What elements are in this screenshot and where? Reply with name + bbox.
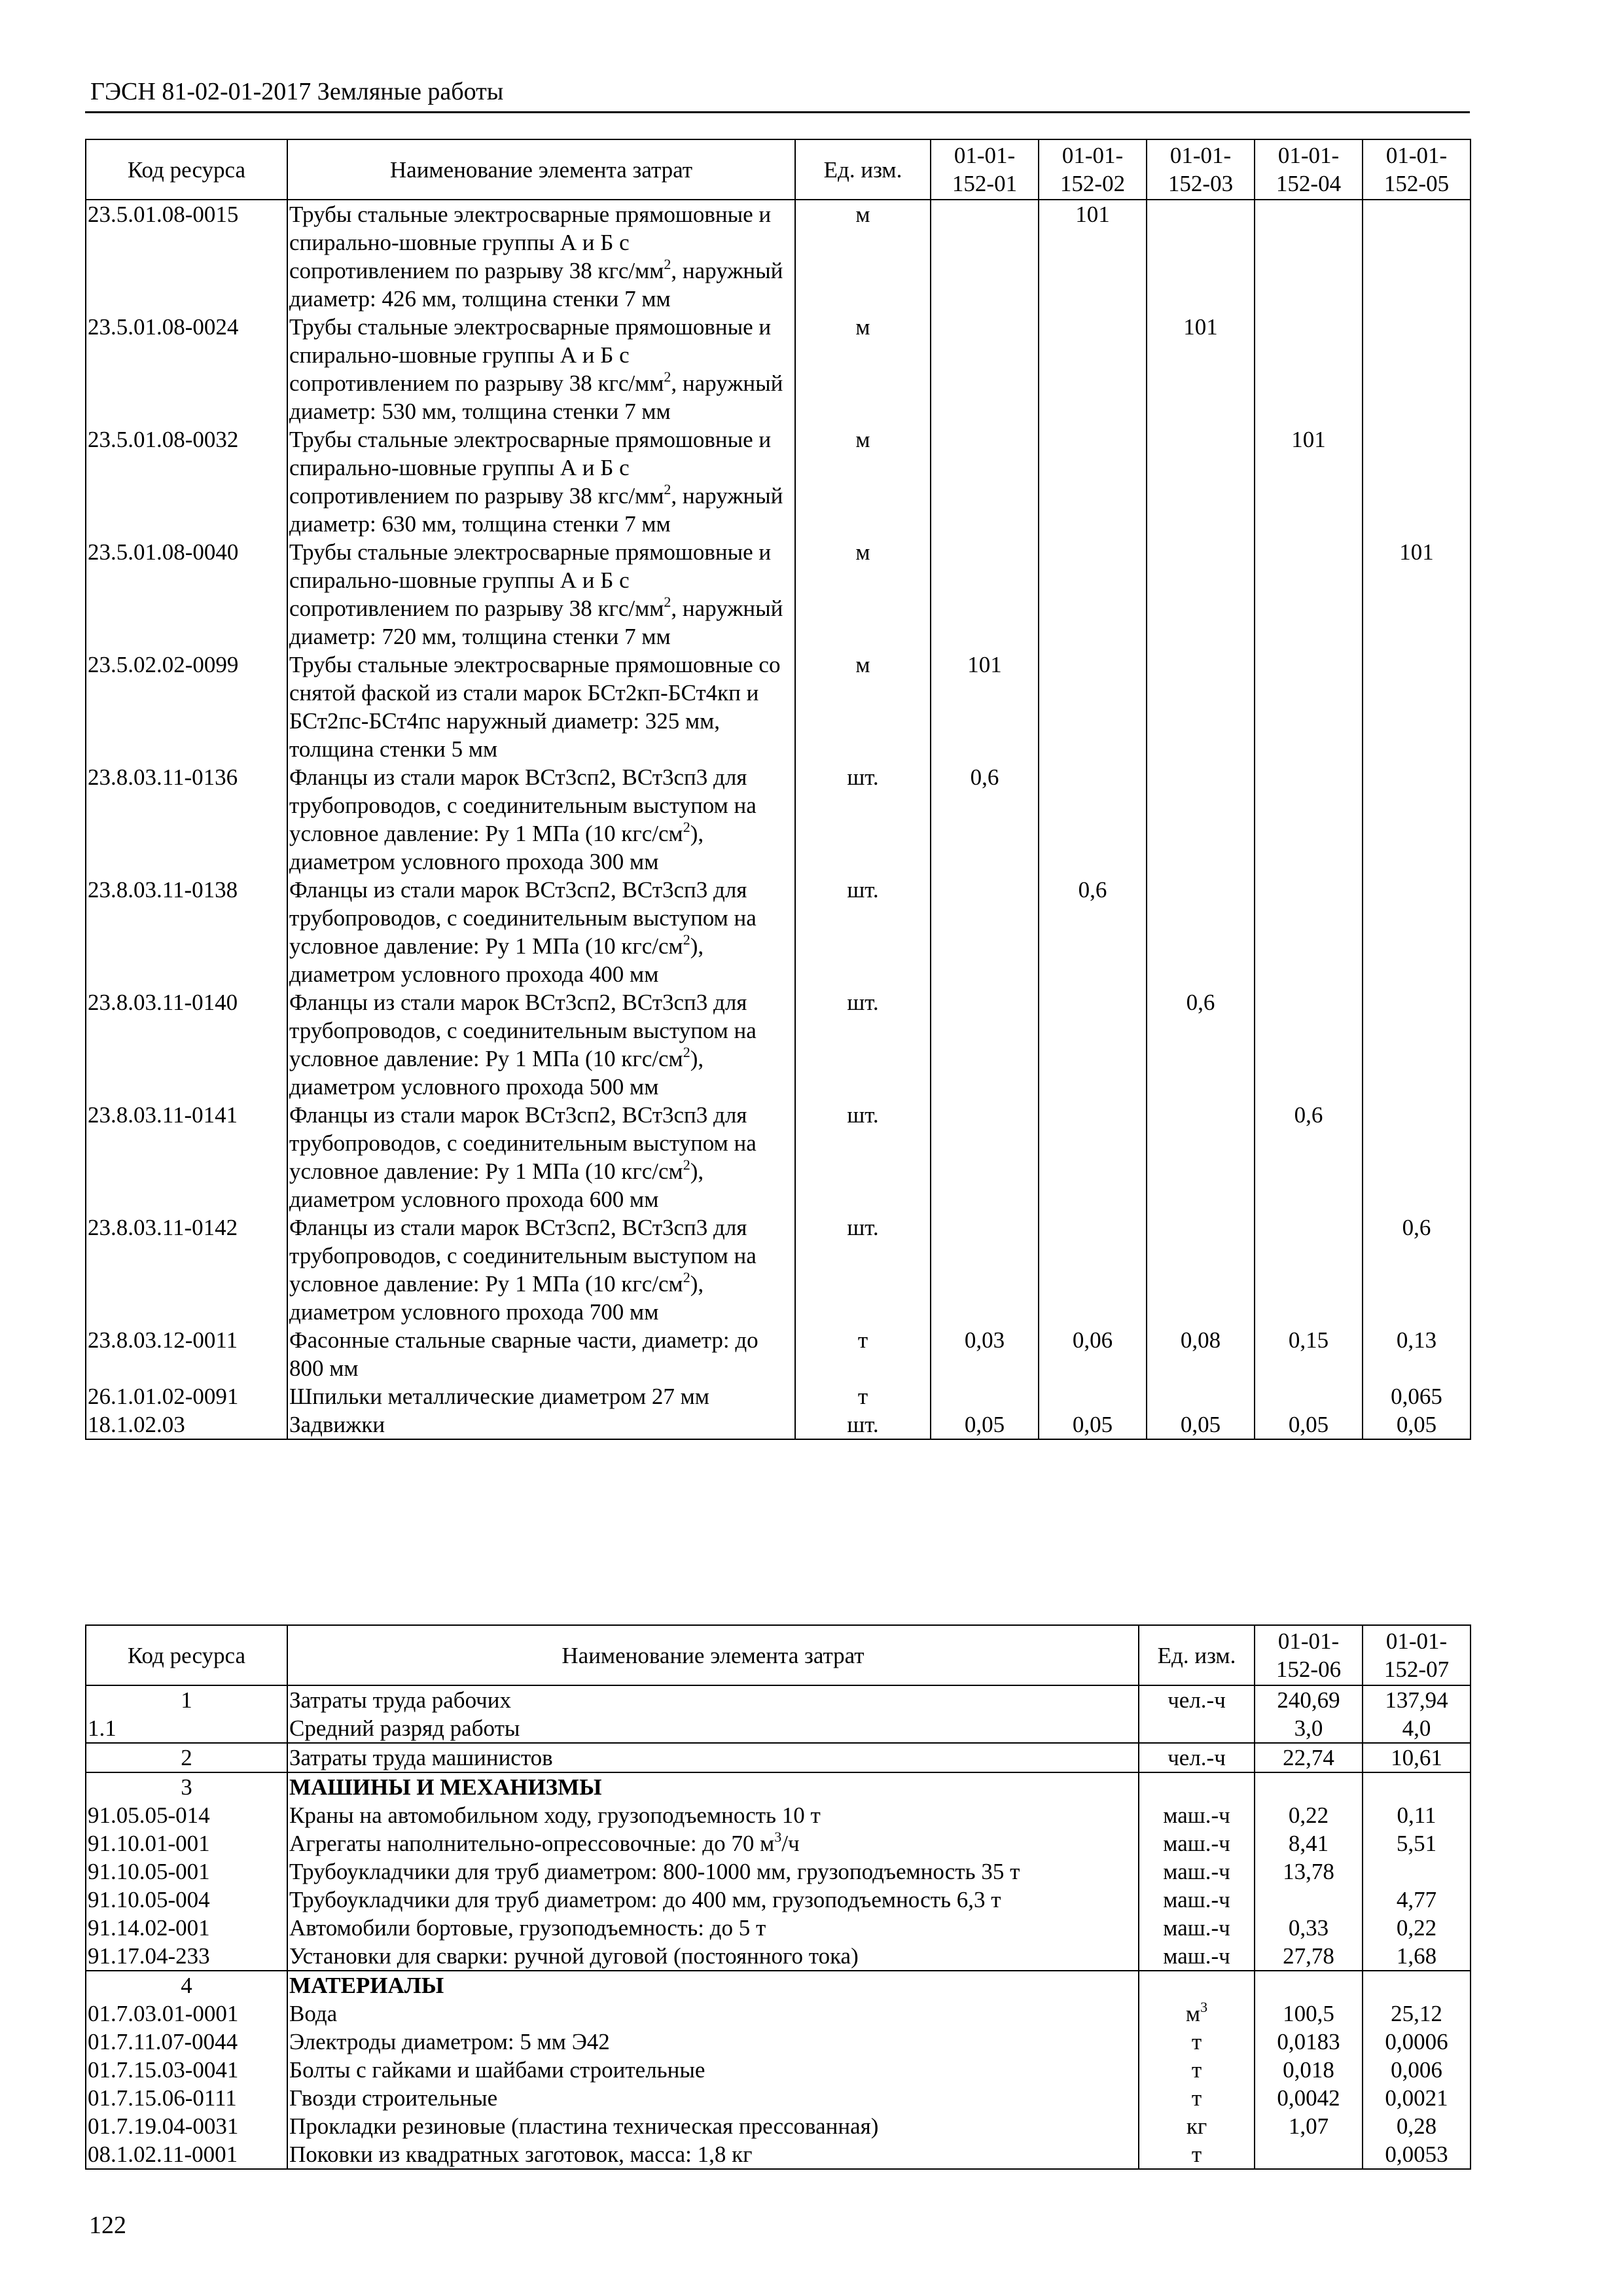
resource-value: 4,0 xyxy=(1363,1714,1471,1743)
resource-unit: т xyxy=(1139,2028,1255,2056)
resource-code: 4 xyxy=(86,1971,287,2000)
section-row xyxy=(86,1971,1471,2000)
resource-unit: т xyxy=(795,1382,931,1410)
resource-value: 100,5 xyxy=(1255,2000,1363,2028)
resource-value xyxy=(1255,200,1363,313)
resource-name: МАТЕРИАЛЫ xyxy=(287,1971,1139,2000)
table-row xyxy=(86,1410,1471,1439)
resource-value: 0,0183 xyxy=(1255,2028,1363,2056)
resource-value xyxy=(931,1101,1039,1213)
resource-unit: чел.-ч xyxy=(1139,1743,1255,1772)
resource-unit xyxy=(1139,1971,1255,2000)
table-row xyxy=(86,1886,1471,1914)
resource-code: 23.8.03.11-0138 xyxy=(86,876,287,988)
resource-value xyxy=(1039,538,1147,651)
resource-code: 91.10.05-004 xyxy=(86,1886,287,1914)
column-header: 01-01-152-02 xyxy=(1039,139,1147,200)
resource-unit: т xyxy=(1139,2140,1255,2169)
resource-value: 0,33 xyxy=(1255,1914,1363,1942)
resource-value: 27,78 xyxy=(1255,1942,1363,1971)
column-header: 01-01-152-06 xyxy=(1255,1625,1363,1685)
resource-code: 23.8.03.11-0136 xyxy=(86,763,287,876)
resource-unit: кг xyxy=(1139,2112,1255,2140)
resource-value: 101 xyxy=(1363,538,1471,651)
resource-unit: м xyxy=(795,313,931,425)
table-row xyxy=(86,988,1471,1101)
column-header: Ед. изм. xyxy=(1139,1625,1255,1685)
resource-value xyxy=(931,538,1039,651)
resource-value xyxy=(931,200,1039,313)
resource-value xyxy=(1039,1101,1147,1213)
resource-value xyxy=(1363,200,1471,313)
table-row xyxy=(86,1914,1471,1942)
resource-unit: маш.-ч xyxy=(1139,1886,1255,1914)
resource-code: 23.8.03.12-0011 xyxy=(86,1326,287,1382)
column-header: 01-01-152-04 xyxy=(1255,139,1363,200)
resource-name: Трубы стальные электросварные прямошовные и спирально-шовные группы А и Б с сопротивлением по разрыву 38 кгс/$мм^2$, наружный диаметр: 426 мм, толщина стенки 7 мм xyxy=(287,200,795,313)
resource-value: 0,15 xyxy=(1255,1326,1363,1382)
resource-value: 22,74 xyxy=(1255,1743,1363,1772)
resource-unit: маш.-ч xyxy=(1139,1857,1255,1886)
resource-value xyxy=(1255,651,1363,763)
resource-value: 0,13 xyxy=(1363,1326,1471,1382)
resource-unit: м xyxy=(795,425,931,538)
resource-code: 23.5.01.08-0024 xyxy=(86,313,287,425)
table-row xyxy=(86,1942,1471,1971)
resource-value: 0,08 xyxy=(1147,1326,1255,1382)
resource-value xyxy=(1039,1382,1147,1410)
resource-value xyxy=(931,1382,1039,1410)
resource-value xyxy=(931,425,1039,538)
resource-code: 23.5.01.08-0040 xyxy=(86,538,287,651)
resource-code: 91.10.05-001 xyxy=(86,1857,287,1886)
resource-value: 137,94 xyxy=(1363,1685,1471,1714)
table-row xyxy=(86,200,1471,313)
resource-value xyxy=(1363,313,1471,425)
resource-value xyxy=(1255,1772,1363,1801)
resource-name: Вода xyxy=(287,2000,1139,2028)
resource-unit: шт. xyxy=(795,763,931,876)
resource-value: 0,22 xyxy=(1363,1914,1471,1942)
resource-name: Трубы стальные электросварные прямошовные и спирально-шовные группы А и Б с сопротивлением по разрыву 38 кгс/$мм^2$, наружный диаметр: 630 мм, толщина стенки 7 мм xyxy=(287,425,795,538)
resource-name: Гвозди строительные xyxy=(287,2084,1139,2112)
resource-name: Трубоукладчики для труб диаметром: до 400 мм, грузоподъемность 6,3 т xyxy=(287,1886,1139,1914)
resource-value: 3,0 xyxy=(1255,1714,1363,1743)
resource-value xyxy=(931,988,1039,1101)
resource-value xyxy=(1039,1213,1147,1326)
resource-value: 0,006 xyxy=(1363,2056,1471,2084)
resource-value xyxy=(1147,1101,1255,1213)
resource-value: 101 xyxy=(1255,425,1363,538)
resource-value xyxy=(1039,425,1147,538)
resource-code: 23.5.01.08-0015 xyxy=(86,200,287,313)
resource-code: 1.1 xyxy=(86,1714,287,1743)
resource-unit: маш.-ч xyxy=(1139,1914,1255,1942)
resource-value xyxy=(1363,425,1471,538)
resource-name: Автомобили бортовые, грузоподъемность: до 5 т xyxy=(287,1914,1139,1942)
resource-value: 10,61 xyxy=(1363,1743,1471,1772)
resource-code: 18.1.02.03 xyxy=(86,1410,287,1439)
resource-unit: шт. xyxy=(795,1213,931,1326)
resource-unit: шт. xyxy=(795,1101,931,1213)
resource-code: 91.14.02-001 xyxy=(86,1914,287,1942)
resource-value: 0,6 xyxy=(1039,876,1147,988)
table-row xyxy=(86,425,1471,538)
resource-code: 26.1.01.02-0091 xyxy=(86,1382,287,1410)
table-row xyxy=(86,1326,1471,1382)
resource-value: 8,41 xyxy=(1255,1829,1363,1857)
resource-value xyxy=(1147,763,1255,876)
resource-name: Средний разряд работы xyxy=(287,1714,1139,1743)
resource-code: 23.8.03.11-0141 xyxy=(86,1101,287,1213)
resource-name: Затраты труда машинистов xyxy=(287,1743,1139,1772)
resource-name: Трубоукладчики для труб диаметром: 800-1000 мм, грузоподъемность 35 т xyxy=(287,1857,1139,1886)
resource-code: 23.8.03.11-0142 xyxy=(86,1213,287,1326)
resource-name: Поковки из квадратных заготовок, масса: 1,8 кг xyxy=(287,2140,1139,2169)
column-header: Наименование элемента затрат xyxy=(287,1625,1139,1685)
resource-value xyxy=(1255,2140,1363,2169)
resource-name: Фланцы из стали марок ВСт3сп2, ВСт3сп3 для трубопроводов, с соединительным выступом на условное давление: Ру 1 МПа (10 кгс/$см^2$), диаметром условного прохода 400 мм xyxy=(287,876,795,988)
table-row xyxy=(86,2140,1471,2169)
resource-name: Электроды диаметром: 5 мм Э42 xyxy=(287,2028,1139,2056)
resource-value xyxy=(1147,651,1255,763)
document-title: ГЭСН 81-02-01-2017 Земляные работы xyxy=(90,78,504,105)
resource-value: 1,68 xyxy=(1363,1942,1471,1971)
resource-value: 0,0021 xyxy=(1363,2084,1471,2112)
resource-name: Затраты труда рабочих xyxy=(287,1685,1139,1714)
table-row xyxy=(86,313,1471,425)
resource-value: 0,6 xyxy=(931,763,1039,876)
resource-unit: шт. xyxy=(795,1410,931,1439)
resource-code: 2 xyxy=(86,1743,287,1772)
resource-code: 91.10.01-001 xyxy=(86,1829,287,1857)
resource-value: 0,05 xyxy=(1363,1410,1471,1439)
page-number: 122 xyxy=(89,2212,126,2239)
resource-name: Агрегаты наполнительно-опрессовочные: до 70 $м^3/ч$ xyxy=(287,1829,1139,1857)
table-row xyxy=(86,1829,1471,1857)
resource-name: Трубы стальные электросварные прямошовные и спирально-шовные группы А и Б с сопротивлением по разрыву 38 кгс/$мм^2$, наружный диаметр: 530 мм, толщина стенки 7 мм xyxy=(287,313,795,425)
resource-unit: м xyxy=(795,200,931,313)
resource-name: Фланцы из стали марок ВСт3сп2, ВСт3сп3 для трубопроводов, с соединительным выступом на условное давление: Ру 1 МПа (10 кгс/$см^2$), диаметром условного прохода 500 мм xyxy=(287,988,795,1101)
table-row xyxy=(86,2056,1471,2084)
resource-name: Установки для сварки: ручной дуговой (постоянного тока) xyxy=(287,1942,1139,1971)
resource-name: Фланцы из стали марок ВСт3сп2, ВСт3сп3 для трубопроводов, с соединительным выступом на условное давление: Ру 1 МПа (10 кгс/$см^2$), диаметром условного прохода 300 мм xyxy=(287,763,795,876)
resources-table-2 xyxy=(85,1624,1471,2170)
resource-value: 0,0053 xyxy=(1363,2140,1471,2169)
resource-name: Задвижки xyxy=(287,1410,795,1439)
resource-value: 0,065 xyxy=(1363,1382,1471,1410)
page-header xyxy=(85,73,1470,113)
resource-value xyxy=(1147,425,1255,538)
resource-value xyxy=(1039,313,1147,425)
resource-value xyxy=(1255,988,1363,1101)
resource-value: 101 xyxy=(931,651,1039,763)
resource-code: 91.17.04-233 xyxy=(86,1942,287,1971)
table-row xyxy=(86,1101,1471,1213)
resource-value xyxy=(1255,538,1363,651)
resource-value xyxy=(931,313,1039,425)
resources-table-1 xyxy=(85,139,1471,1440)
resource-value xyxy=(1147,1213,1255,1326)
resource-name: Краны на автомобильном ходу, грузоподъемность 10 т xyxy=(287,1801,1139,1829)
resource-unit: маш.-ч xyxy=(1139,1829,1255,1857)
resource-value: 0,6 xyxy=(1255,1101,1363,1213)
table-row xyxy=(86,1857,1471,1886)
resource-value: 0,03 xyxy=(931,1326,1039,1382)
table-row xyxy=(86,1213,1471,1326)
table-row xyxy=(86,1801,1471,1829)
resource-unit: т xyxy=(1139,2084,1255,2112)
resource-code: 3 xyxy=(86,1772,287,1801)
resource-value: 0,05 xyxy=(1039,1410,1147,1439)
resource-unit: т xyxy=(1139,2056,1255,2084)
resource-value xyxy=(1147,200,1255,313)
resource-value xyxy=(1363,876,1471,988)
resource-name: Фланцы из стали марок ВСт3сп2, ВСт3сп3 для трубопроводов, с соединительным выступом на условное давление: Ру 1 МПа (10 кгс/$см^2$), диаметром условного прохода 600 мм xyxy=(287,1101,795,1213)
table-row xyxy=(86,538,1471,651)
column-header: Код ресурса xyxy=(86,139,287,200)
resource-unit: маш.-ч xyxy=(1139,1942,1255,1971)
resource-code: 23.5.02.02-0099 xyxy=(86,651,287,763)
table-row xyxy=(86,2028,1471,2056)
resource-code: 23.8.03.11-0140 xyxy=(86,988,287,1101)
resource-unit: чел.-ч xyxy=(1139,1685,1255,1714)
column-header: Наименование элемента затрат xyxy=(287,139,795,200)
resource-value: 0,05 xyxy=(1255,1410,1363,1439)
table-row xyxy=(86,2000,1471,2028)
resource-code: 1 xyxy=(86,1685,287,1714)
resource-name: МАШИНЫ И МЕХАНИЗМЫ xyxy=(287,1772,1139,1801)
table2-header-row xyxy=(86,1625,1471,1685)
resource-code: 23.5.01.08-0032 xyxy=(86,425,287,538)
resource-value xyxy=(931,1213,1039,1326)
resource-value: 0,06 xyxy=(1039,1326,1147,1382)
resource-value: 101 xyxy=(1147,313,1255,425)
resource-value xyxy=(1255,1971,1363,2000)
resource-value xyxy=(1039,763,1147,876)
table-row xyxy=(86,876,1471,988)
resource-value: 0,22 xyxy=(1255,1801,1363,1829)
resource-value: 0,018 xyxy=(1255,2056,1363,2084)
resource-value: 1,07 xyxy=(1255,2112,1363,2140)
resource-value xyxy=(1363,651,1471,763)
resource-value xyxy=(1039,651,1147,763)
table-row xyxy=(86,1382,1471,1410)
resource-value: 0,6 xyxy=(1147,988,1255,1101)
resource-value xyxy=(931,876,1039,988)
resource-value xyxy=(1363,1101,1471,1213)
resource-value: 240,69 xyxy=(1255,1685,1363,1714)
column-header: 01-01-152-01 xyxy=(931,139,1039,200)
resource-value: 0,05 xyxy=(1147,1410,1255,1439)
resource-value: 13,78 xyxy=(1255,1857,1363,1886)
resource-unit: т xyxy=(795,1326,931,1382)
resource-value xyxy=(1147,538,1255,651)
resource-value xyxy=(1363,988,1471,1101)
table-row xyxy=(86,2112,1471,2140)
column-header: 01-01-152-05 xyxy=(1363,139,1471,200)
resource-value: 4,77 xyxy=(1363,1886,1471,1914)
resource-value: 5,51 xyxy=(1363,1829,1471,1857)
resource-value xyxy=(1147,1382,1255,1410)
resource-code: 01.7.15.06-0111 xyxy=(86,2084,287,2112)
resource-name: Трубы стальные электросварные прямошовные и спирально-шовные группы А и Б с сопротивлением по разрыву 38 кгс/$мм^2$, наружный диаметр: 720 мм, толщина стенки 7 мм xyxy=(287,538,795,651)
column-header: Код ресурса xyxy=(86,1625,287,1685)
resource-value xyxy=(1255,1382,1363,1410)
resource-value: 0,0042 xyxy=(1255,2084,1363,2112)
resource-value: 0,28 xyxy=(1363,2112,1471,2140)
resource-code: 01.7.03.01-0001 xyxy=(86,2000,287,2028)
resource-name: Трубы стальные электросварные прямошовные со снятой фаской из стали марок БСт2кп-БСт4кп и БСт2пс-БСт4пс наружный диаметр: 325 мм, толщина стенки 5 мм xyxy=(287,651,795,763)
resource-value xyxy=(1255,313,1363,425)
resource-value xyxy=(1363,763,1471,876)
column-header: 01-01-152-07 xyxy=(1363,1625,1471,1685)
section-row xyxy=(86,1743,1471,1772)
column-header: 01-01-152-03 xyxy=(1147,139,1255,200)
table-row xyxy=(86,1714,1471,1743)
resource-value xyxy=(1147,876,1255,988)
resource-value: 101 xyxy=(1039,200,1147,313)
resource-value xyxy=(1255,1886,1363,1914)
section-row xyxy=(86,1685,1471,1714)
resource-unit: шт. xyxy=(795,876,931,988)
resource-unit: маш.-ч xyxy=(1139,1801,1255,1829)
resource-name: Фланцы из стали марок ВСт3сп2, ВСт3сп3 для трубопроводов, с соединительным выступом на условное давление: Ру 1 МПа (10 кгс/$см^2$), диаметром условного прохода 700 мм xyxy=(287,1213,795,1326)
resource-unit: $м^3$ xyxy=(1139,2000,1255,2028)
resource-value xyxy=(1363,1971,1471,2000)
resource-value: 25,12 xyxy=(1363,2000,1471,2028)
resource-value xyxy=(1363,1772,1471,1801)
resource-code: 91.05.05-014 xyxy=(86,1801,287,1829)
table1-header-row xyxy=(86,139,1471,200)
resource-code: 01.7.11.07-0044 xyxy=(86,2028,287,2056)
resource-value xyxy=(1255,763,1363,876)
resource-code: 08.1.02.11-0001 xyxy=(86,2140,287,2169)
table-row xyxy=(86,651,1471,763)
resource-name: Прокладки резиновые (пластина техническая прессованная) xyxy=(287,2112,1139,2140)
table-row xyxy=(86,763,1471,876)
resource-value xyxy=(1255,876,1363,988)
resource-unit xyxy=(1139,1714,1255,1743)
section-row xyxy=(86,1772,1471,1801)
resource-value: 0,6 xyxy=(1363,1213,1471,1326)
resource-code: 01.7.15.03-0041 xyxy=(86,2056,287,2084)
resource-value: 0,0006 xyxy=(1363,2028,1471,2056)
resource-unit: м xyxy=(795,651,931,763)
resource-value xyxy=(1039,988,1147,1101)
resource-unit: шт. xyxy=(795,988,931,1101)
resource-unit: м xyxy=(795,538,931,651)
resource-name: Шпильки металлические диаметром 27 мм xyxy=(287,1382,795,1410)
resource-unit xyxy=(1139,1772,1255,1801)
resource-value: 0,05 xyxy=(931,1410,1039,1439)
column-header: Ед. изм. xyxy=(795,139,931,200)
resource-value: 0,11 xyxy=(1363,1801,1471,1829)
resource-value xyxy=(1255,1213,1363,1326)
resource-name: Фасонные стальные сварные части, диаметр: до 800 мм xyxy=(287,1326,795,1382)
resource-name: Болты с гайками и шайбами строительные xyxy=(287,2056,1139,2084)
resource-code: 01.7.19.04-0031 xyxy=(86,2112,287,2140)
resource-value xyxy=(1363,1857,1471,1886)
table-row xyxy=(86,2084,1471,2112)
